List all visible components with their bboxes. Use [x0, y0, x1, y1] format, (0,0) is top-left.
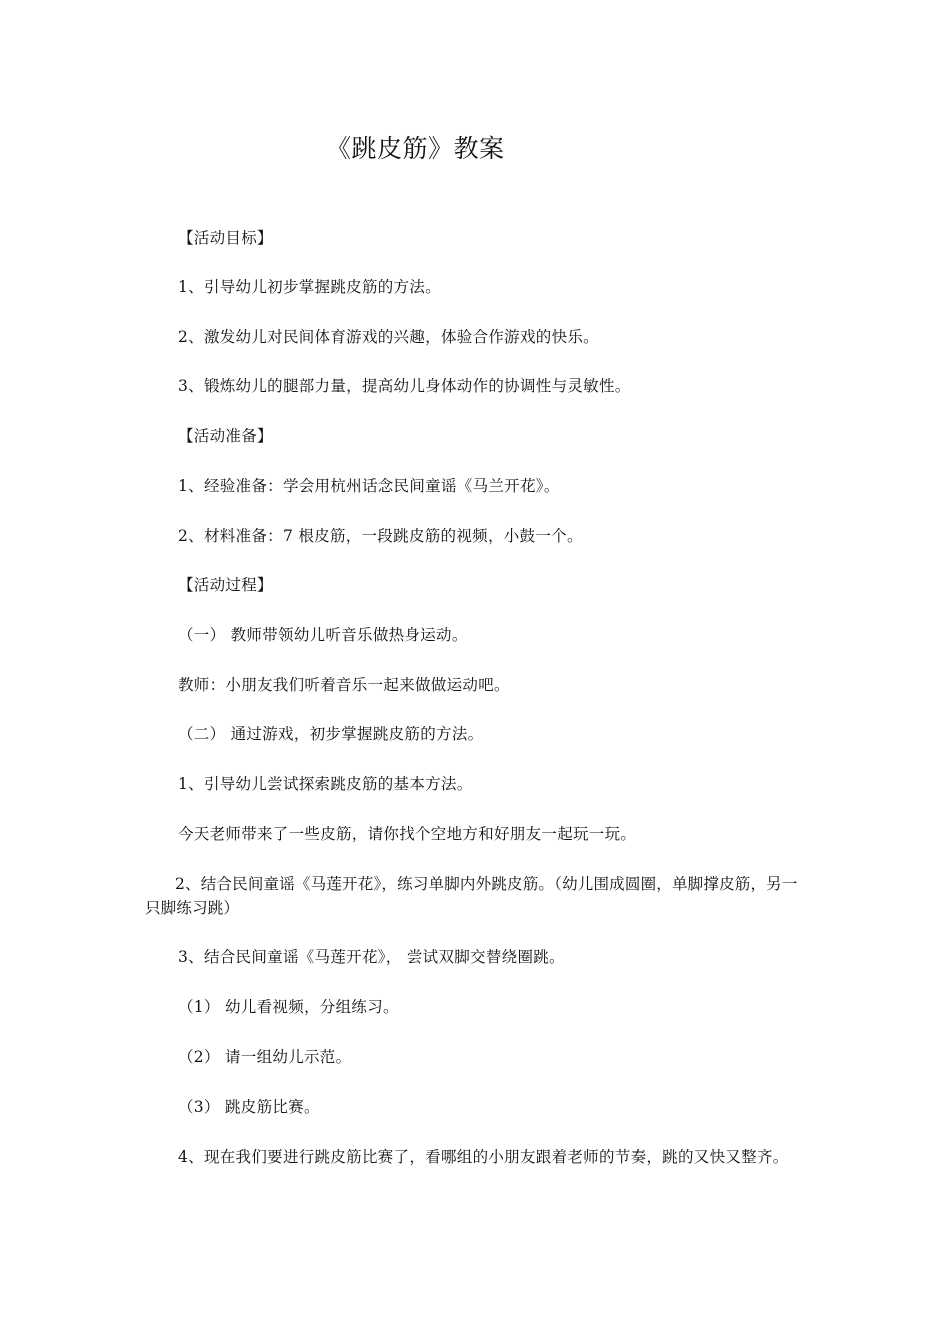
process-item-1-detail: 今天老师带来了一些皮筋，请你找个空地方和好朋友一起玩一玩。 — [178, 825, 637, 843]
subitem-1: （1） 幼儿看视频，分组练习。 — [178, 998, 399, 1016]
process-item-3: 3、结合民间童谣《马莲开花》， 尝试双脚交替绕圈跳。 — [178, 948, 565, 966]
process-item-1: 1、引导幼儿尝试探索跳皮筋的基本方法。 — [178, 775, 473, 793]
section-heading-preparation: 【活动准备】 — [178, 427, 273, 445]
preparation-item-1: 1、经验准备：学会用杭州话念民间童谣《马兰开花》。 — [178, 477, 560, 495]
goal-item-3: 3、锻炼幼儿的腿部力量，提高幼儿身体动作的协调性与灵敏性。 — [178, 377, 631, 395]
section-heading-process: 【活动过程】 — [178, 576, 273, 594]
process-step-2-heading: （二） 通过游戏，初步掌握跳皮筋的方法。 — [178, 725, 484, 743]
process-step-1-heading: （一） 教师带领幼儿听音乐做热身运动。 — [178, 626, 468, 644]
document-title: 《跳皮筋》教案 — [326, 134, 505, 163]
teacher-dialogue: 教师：小朋友我们听着音乐一起来做做运动吧。 — [178, 676, 510, 694]
goal-item-1: 1、引导幼儿初步掌握跳皮筋的方法。 — [178, 278, 441, 296]
subitem-3: （3） 跳皮筋比赛。 — [178, 1098, 320, 1116]
goal-item-2: 2、激发幼儿对民间体育游戏的兴趣，体验合作游戏的快乐。 — [178, 328, 599, 346]
process-item-4: 4、现在我们要进行跳皮筋比赛了，看哪组的小朋友跟着老师的节奏，跳的又快又整齐。 — [178, 1148, 789, 1166]
process-item-2: 2、结合民间童谣《马莲开花》，练习单脚内外跳皮筋。（幼儿围成圆圈，单脚撑皮筋，另一只脚练习跳） — [145, 875, 798, 917]
subitem-2: （2） 请一组幼儿示范。 — [178, 1048, 352, 1066]
section-heading-goals: 【活动目标】 — [178, 229, 273, 247]
preparation-item-2: 2、材料准备：7 根皮筋，一段跳皮筋的视频，小鼓一个。 — [178, 527, 583, 545]
